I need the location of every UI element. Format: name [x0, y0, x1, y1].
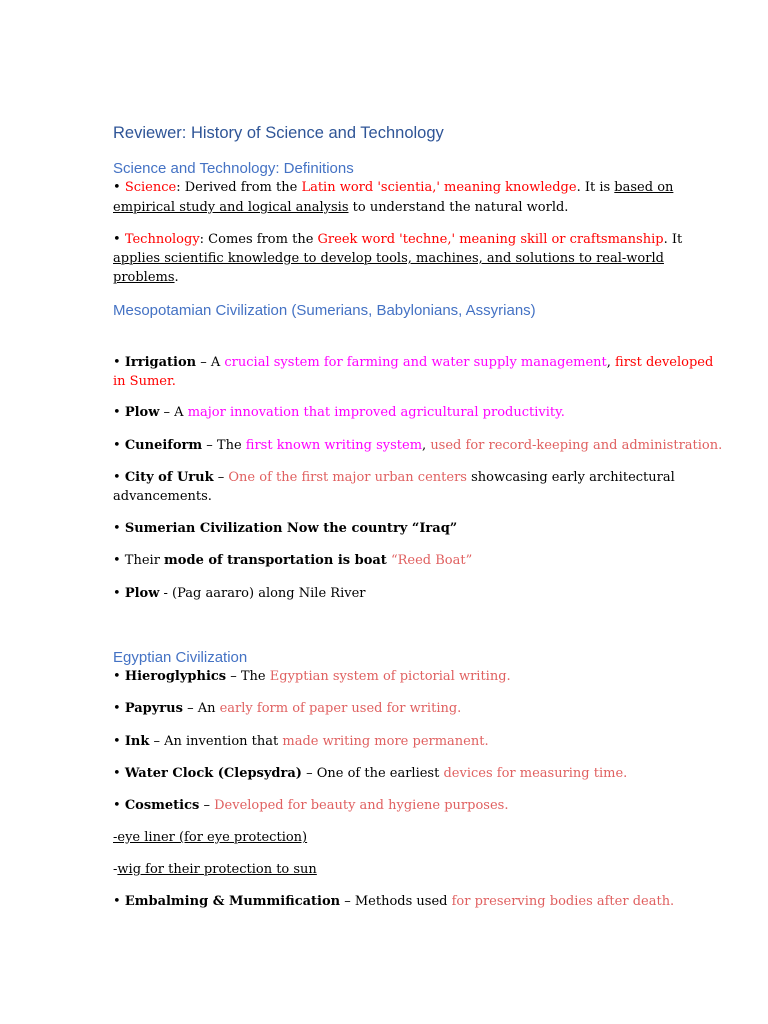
item-hieroglyphics: • Hieroglyphics – The Egyptian system of pictorial writing.: [113, 669, 511, 684]
term-uruk: City of Uruk: [124, 470, 214, 485]
item-irrigation-line2: in Sumer.: [113, 374, 176, 389]
item-irrigation: • Irrigation – A crucial system for farming and water supply management, first developed: [113, 355, 714, 370]
item-eyeliner: -eye liner (for eye protection): [113, 830, 308, 845]
item-transport: • Their mode of transportation is boat “Reed Boat”: [113, 553, 473, 568]
term-irrigation: Irrigation: [124, 355, 197, 370]
term-cuneiform: Cuneiform: [124, 438, 203, 453]
bullet: •: [113, 232, 121, 247]
item-water-clock: • Water Clock (Clepsydra) – One of the earliest devices for measuring time.: [113, 766, 628, 781]
technology-etymology: Greek word 'techne,' meaning skill or craftsmanship: [317, 232, 664, 247]
bullet: •: [113, 180, 121, 195]
heading-egyptian: Egyptian Civilization: [113, 649, 248, 666]
item-ink: • Ink – An invention that made writing more permanent.: [113, 734, 489, 749]
item-science: • Science: Derived from the Latin word 'scientia,' meaning knowledge. It is based on: [113, 180, 674, 195]
item-uruk: • City of Uruk – One of the first major urban centers showcasing early architectural: [113, 470, 675, 485]
item-sumerian: • Sumerian Civilization Now the country “Iraq”: [113, 521, 458, 536]
item-technology-line2: applies scientific knowledge to develop tools, machines, and solutions to real-world: [113, 251, 664, 266]
item-wig: -wig for their protection to sun: [113, 862, 317, 877]
term-science: Science: [124, 180, 177, 195]
item-cosmetics: • Cosmetics – Developed for beauty and hygiene purposes.: [113, 798, 509, 813]
term-technology: Technology: [124, 232, 200, 247]
item-science-line2: empirical study and logical analysis to understand the natural world.: [113, 200, 569, 215]
item-embalming: • Embalming & Mummification – Methods used for preserving bodies after death.: [113, 894, 675, 909]
item-technology-line3: problems.: [113, 270, 179, 285]
item-technology: • Technology: Comes from the Greek word 'techne,' meaning skill or craftsmanship. It: [113, 232, 683, 247]
item-cuneiform: • Cuneiform – The first known writing system, used for record-keeping and administration.: [113, 438, 723, 453]
term-plow: Plow: [124, 405, 160, 420]
heading-mesopotamian: Mesopotamian Civilization (Sumerians, Babylonians, Assyrians): [113, 302, 536, 319]
item-uruk-line2: advancements.: [113, 489, 212, 504]
item-papyrus: • Papyrus – An early form of paper used for writing.: [113, 701, 462, 716]
science-etymology: Latin word 'scientia,' meaning knowledge: [301, 180, 577, 195]
heading-definitions: Science and Technology: Definitions: [113, 160, 354, 177]
document-title: Reviewer: History of Science and Technology: [113, 124, 444, 142]
item-plow: • Plow – A major innovation that improved agricultural productivity.: [113, 405, 565, 420]
term-plow: Plow: [124, 586, 160, 601]
item-plow-nile: • Plow - (Pag aararo) along Nile River: [113, 586, 366, 601]
